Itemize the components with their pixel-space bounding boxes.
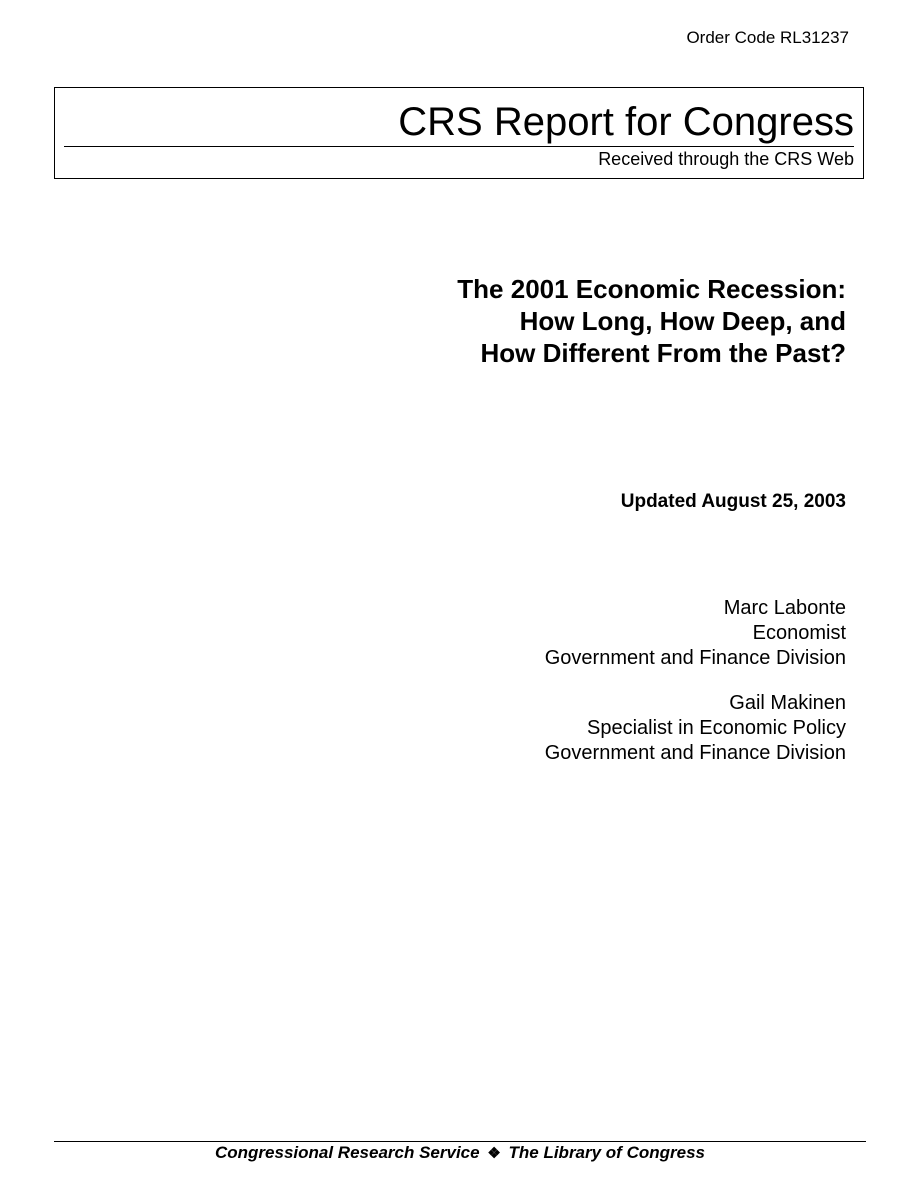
updated-date: Updated August 25, 2003 — [620, 491, 846, 512]
author-title: Economist — [752, 622, 846, 644]
author-title: Specialist in Economic Policy — [587, 717, 846, 739]
report-title — [457, 273, 846, 369]
footer-organization: Congressional Research Service — [215, 1143, 480, 1162]
author-division: Government and Finance Division — [544, 647, 846, 669]
banner-divider — [64, 146, 854, 147]
author-name: Marc Labonte — [723, 597, 846, 619]
report-banner — [54, 87, 864, 179]
footer — [0, 1142, 920, 1165]
author-name: Gail Makinen — [729, 692, 846, 714]
order-code: Order Code RL31237 — [686, 28, 849, 47]
report-title-line: The 2001 Economic Recession: — [457, 274, 846, 304]
author-block — [545, 596, 846, 671]
footer-library: The Library of Congress — [508, 1143, 705, 1162]
author-division: Government and Finance Division — [544, 742, 846, 764]
banner-title: CRS Report for Congress — [398, 100, 854, 144]
report-title-line: How Long, How Deep, and — [519, 306, 846, 336]
author-block — [545, 691, 846, 766]
report-title-line: How Different From the Past? — [480, 338, 846, 368]
diamond-separator-icon: ❖ — [487, 1145, 501, 1162]
banner-subtitle: Received through the CRS Web — [598, 149, 854, 169]
